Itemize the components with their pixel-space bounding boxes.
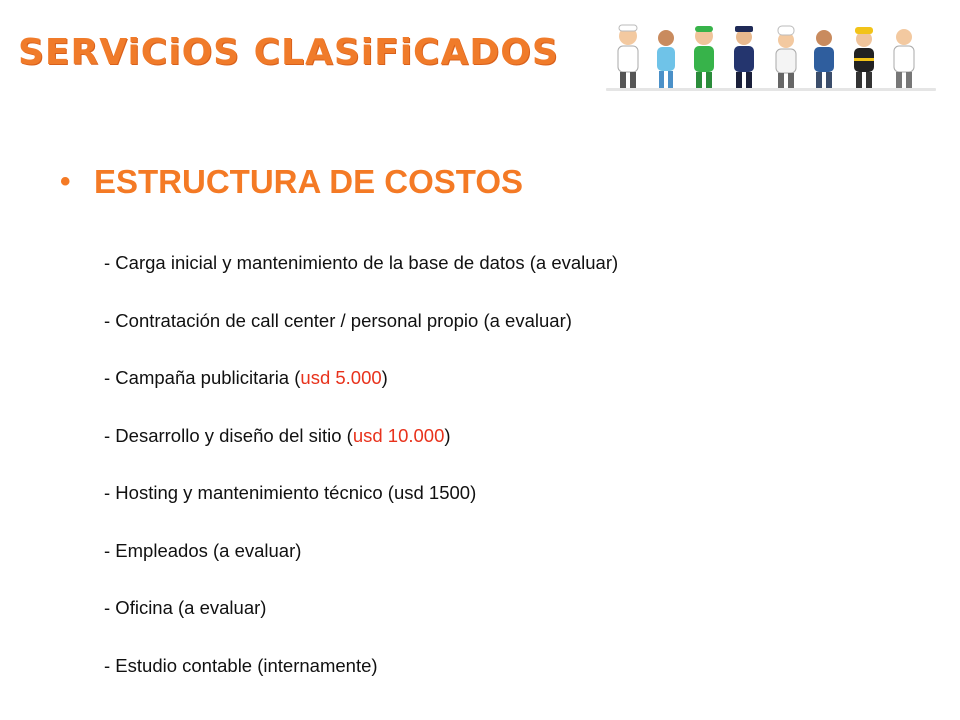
worker-figure-surgeon: [694, 26, 714, 88]
cost-list: [104, 249, 618, 709]
cost-item-hosting: - Hosting y mantenimiento técnico (usd 1500): [104, 482, 477, 503]
worker-figure-doctor: [618, 25, 638, 88]
worker-figure-chef: [776, 26, 796, 88]
cost-highlight-advertising: usd 5.000: [300, 367, 382, 388]
cost-item-office: - Oficina (a evaluar): [104, 597, 267, 618]
cost-highlight-site: usd 10.000: [352, 424, 445, 446]
slide-title: [60, 163, 523, 201]
cost-item-initial-load: - Carga inicial y mantenimiento de la base de datos (a evaluar): [104, 252, 619, 273]
workers-illustration: [606, 22, 936, 94]
title-bullet: •: [60, 165, 71, 198]
cost-item-site-development: - Desarrollo y diseño del sitio (usd 10.000): [104, 424, 451, 446]
worker-figure-nurse: [657, 30, 675, 88]
worker-figure-mechanic: [814, 30, 834, 88]
slide-title-text: ESTRUCTURA DE COSTOS: [94, 163, 524, 200]
cost-item-employees: - Empleados (a evaluar): [104, 539, 302, 561]
worker-figure-police: [734, 26, 754, 88]
cost-item-accounting: - Estudio contable (internamente): [104, 654, 378, 676]
cost-item-call-center: - Contratación de call center / personal propio (a evaluar): [104, 309, 572, 331]
worker-figure-firefighter: [854, 27, 874, 88]
brand-logo: SERViCiOS CLASiFiCADOS: [18, 32, 559, 73]
worker-figure-scientist: [894, 29, 914, 88]
cost-item-advertising: - Campaña publicitaria (usd 5.000): [104, 367, 388, 388]
